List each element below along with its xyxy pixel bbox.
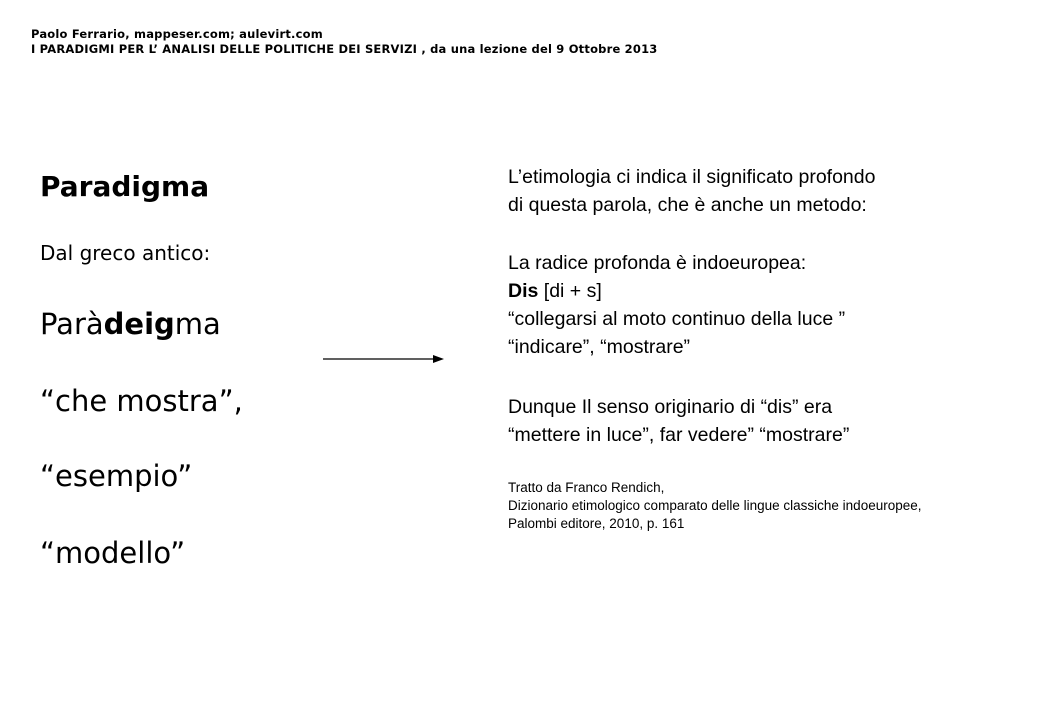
conclusion	[508, 393, 849, 449]
gloss-che-mostra: “che mostra”,	[40, 384, 243, 418]
etymology-intro	[508, 163, 875, 219]
root-explanation	[508, 249, 845, 361]
root-formula-line	[508, 277, 845, 305]
header-author: Paolo Ferrario, mappeser.com; aulevirt.com	[31, 27, 323, 41]
slide-header	[31, 27, 658, 57]
conclusion-line: Dunque Il senso originario di “dis” era	[508, 396, 833, 418]
intro-line: di questa parola, che è anche un metodo:	[508, 194, 867, 216]
root-heading: La radice profonda è indoeuropea:	[508, 252, 807, 274]
header-lecture-title: I PARADIGMI PER L’ ANALISI DELLE POLITICHE DEI SERVIZI , da una lezione del 9 Ottobre 2013	[31, 42, 658, 56]
intro-line: L’etimologia ci indica il significato profondo	[508, 166, 876, 188]
page-title: Paradigma	[40, 170, 210, 203]
greek-word-root: deig	[103, 307, 175, 341]
greek-word-suffix: ma	[174, 307, 221, 341]
greek-word	[40, 307, 221, 341]
citation-line: Tratto da Franco Rendich,	[508, 480, 665, 495]
root-meaning: “indicare”, “mostrare”	[508, 336, 691, 358]
citation-line: Dizionario etimologico comparato delle lingue classiche indoeuropee,	[508, 498, 922, 513]
root-dis: Dis	[508, 280, 539, 302]
citation	[508, 479, 922, 533]
gloss-modello: “modello”	[40, 536, 186, 570]
root-meaning: “collegarsi al moto continuo della luce ”	[508, 308, 846, 330]
gloss-esempio: “esempio”	[40, 459, 193, 493]
origin-label: Dal greco antico:	[40, 241, 211, 265]
root-formula: [di + s]	[538, 280, 602, 302]
citation-line: Palombi editore, 2010, p. 161	[508, 516, 685, 531]
right-arrow-icon	[323, 351, 445, 367]
greek-word-prefix: Parà	[40, 307, 104, 341]
conclusion-line: “mettere in luce”, far vedere” “mostrare”	[508, 424, 850, 446]
